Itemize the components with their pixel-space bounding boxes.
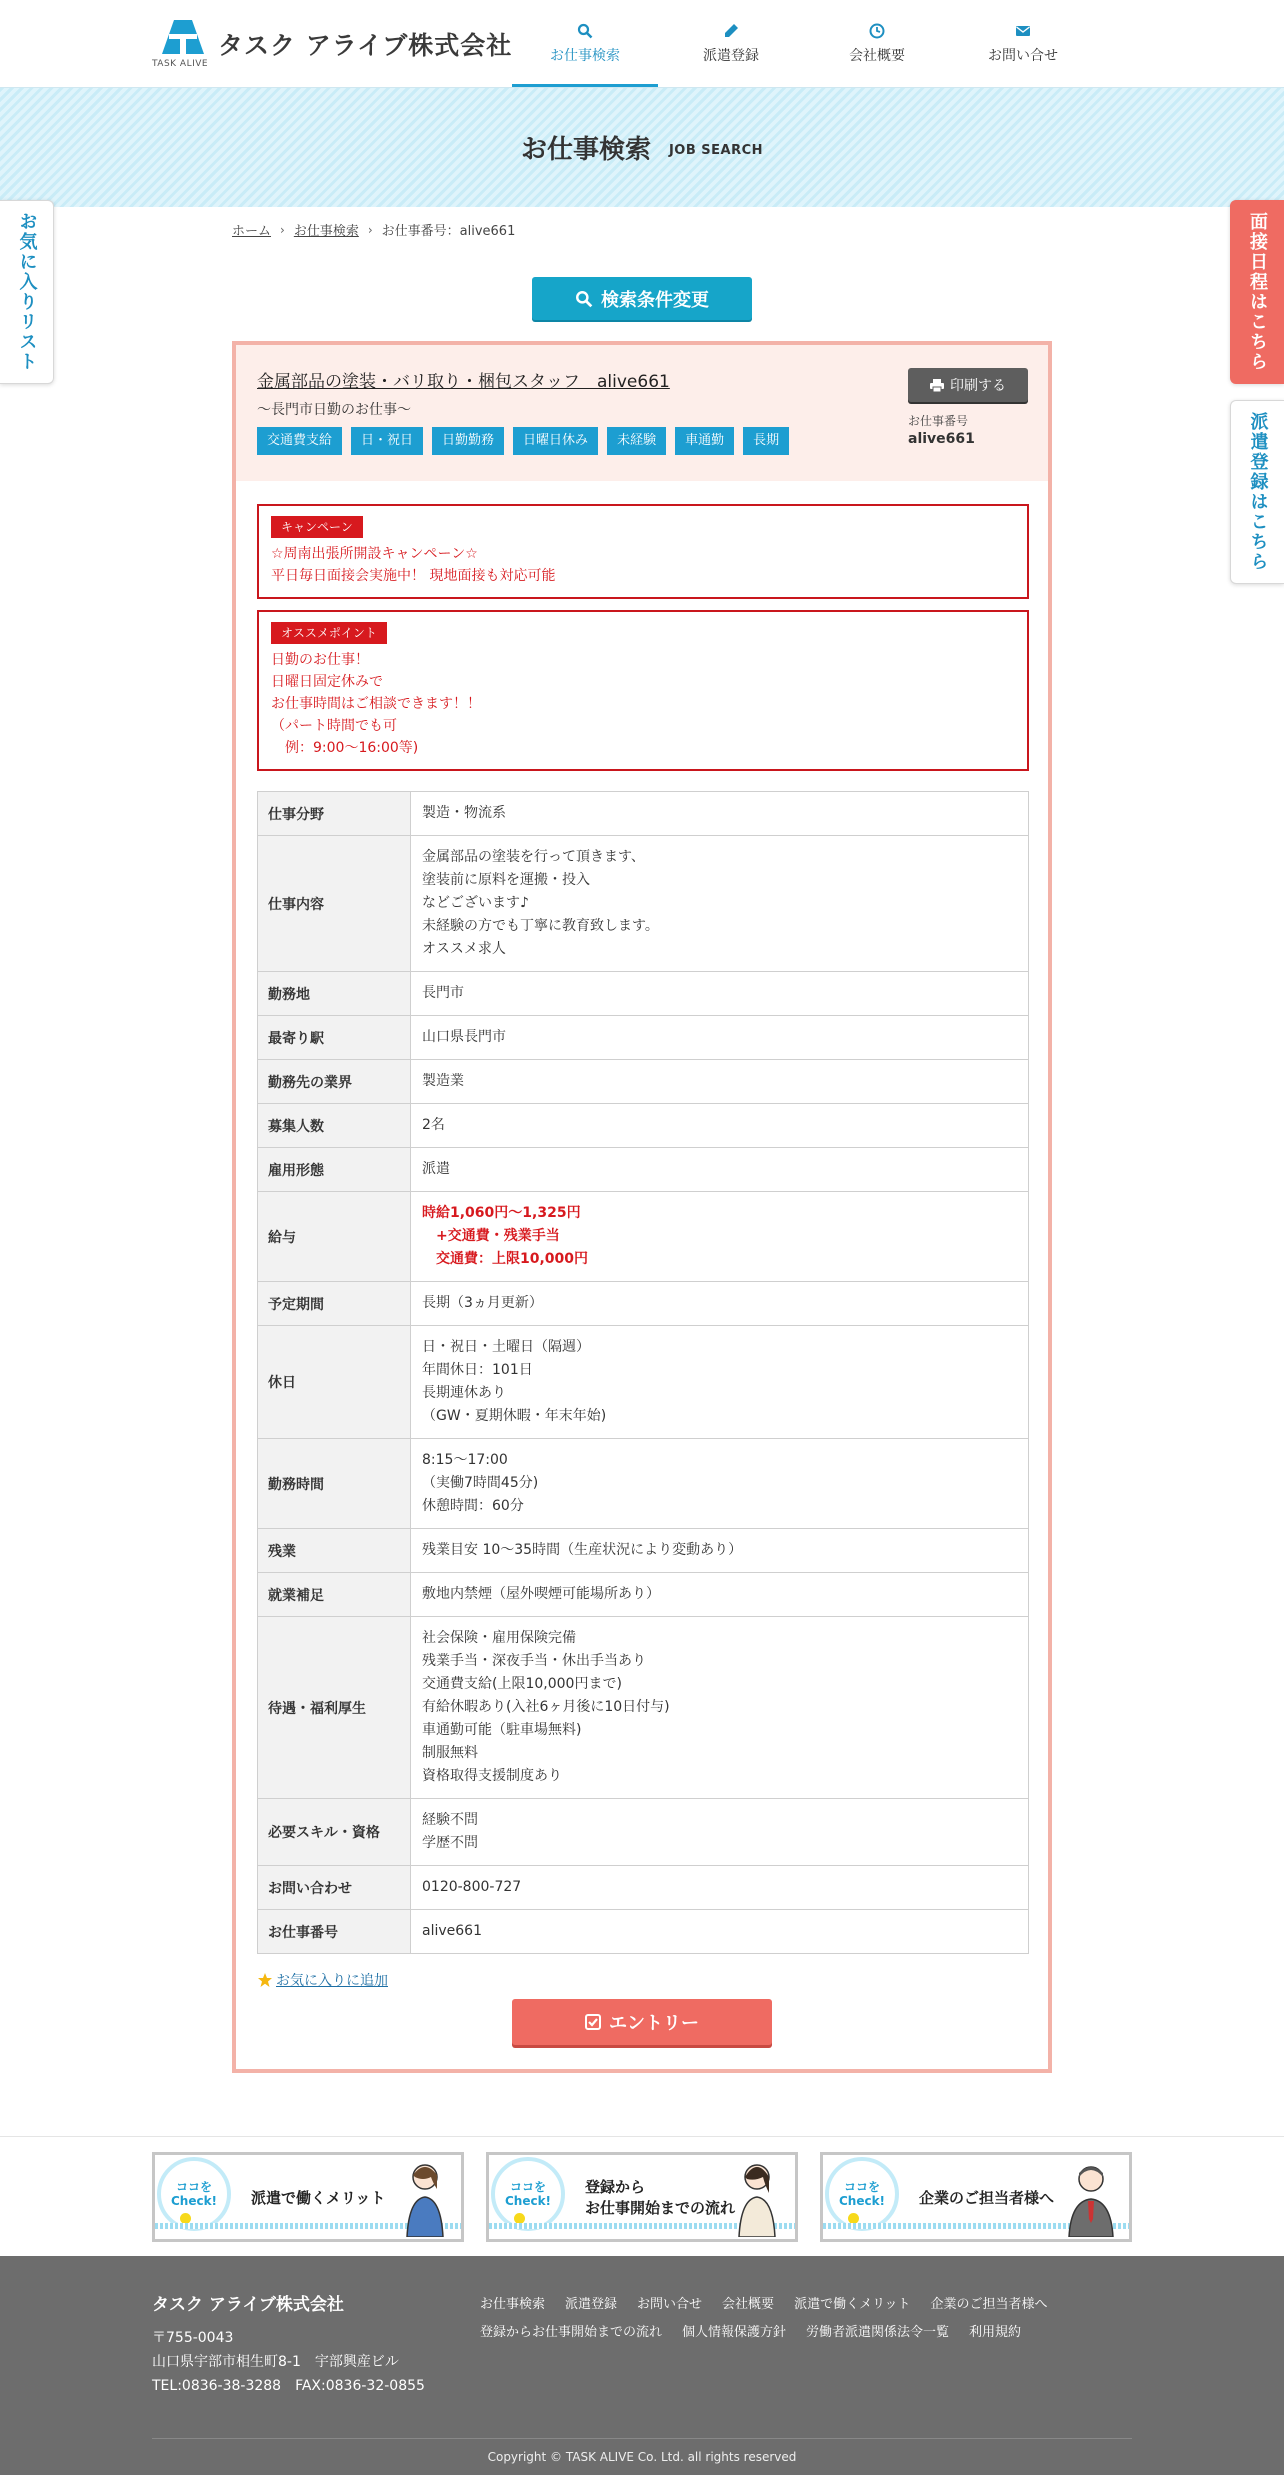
interview-schedule-tab[interactable] <box>1230 200 1284 384</box>
logo-sub: TASK ALIVE <box>152 59 209 69</box>
row-value: 敷地内禁煙（屋外喫煙可能場所あり） <box>411 1573 1029 1617</box>
row-label: 勤務時間 <box>258 1439 411 1529</box>
banner-merit[interactable] <box>152 2152 464 2242</box>
site-logo[interactable] <box>152 18 513 70</box>
footer-link[interactable]: 利用規約 <box>969 2325 1022 2340</box>
site-footer <box>0 2256 1284 2475</box>
chevron-right-icon: › <box>280 222 285 237</box>
banner-flow[interactable] <box>486 2152 798 2242</box>
campaign-line: 平日毎日面接会実施中！ 現地面接も対応可能 <box>271 568 556 584</box>
row-value: 金属部品の塗装を行って頂きます、 塗装前に原料を運搬・投入 などございます♪ 未経験の方でも丁寧に教育致します。 オススメ求人 <box>411 836 1029 972</box>
search-icon <box>577 23 593 39</box>
recommend-line: 日勤のお仕事！ <box>271 652 369 668</box>
recommend-line: 例：9:00～16:00等) <box>271 740 419 756</box>
footer-link[interactable]: 労働者派遣関係法令一覧 <box>806 2325 950 2340</box>
mail-icon <box>1015 23 1031 39</box>
table-row <box>258 1326 1029 1439</box>
recommend-box <box>257 610 1029 771</box>
star-icon <box>257 1972 273 1988</box>
job-detail-table <box>257 791 1029 1954</box>
row-label: 仕事内容 <box>258 836 411 972</box>
footer-links <box>480 2291 1100 2347</box>
job-number-label: お仕事番号 <box>908 414 969 428</box>
row-label: 勤務先の業界 <box>258 1060 411 1104</box>
row-value: 長門市 <box>411 972 1029 1016</box>
job-number-value: alive661 <box>908 431 975 447</box>
print-label: 印刷する <box>950 378 1006 394</box>
footer-postal: 〒755-0043 <box>152 2330 234 2346</box>
printer-icon <box>930 379 944 392</box>
row-label: 雇用形態 <box>258 1148 411 1192</box>
row-value: 2名 <box>411 1104 1029 1148</box>
nav-label: 会社概要 <box>849 47 905 64</box>
job-tag: 車通勤 <box>675 427 734 455</box>
row-label: 給与 <box>258 1192 411 1282</box>
table-row <box>258 1617 1029 1799</box>
job-tags <box>257 427 789 455</box>
row-value: 8:15～17:00 （実働7時間45分) 休憩時間：60分 <box>411 1439 1029 1529</box>
row-value: 日・祝日・土曜日（隔週） 年間休日：101日 長期連休あり （GW・夏期休暇・年末年始) <box>411 1326 1029 1439</box>
table-row <box>258 1104 1029 1148</box>
row-label: 仕事分野 <box>258 792 411 836</box>
table-row <box>258 792 1029 836</box>
row-label: 就業補足 <box>258 1573 411 1617</box>
job-tag: 未経験 <box>607 427 666 455</box>
nav-item-register[interactable] <box>658 0 804 87</box>
banner-text: 企業のご担当者様へ <box>919 2189 1055 2207</box>
table-row <box>258 1060 1029 1104</box>
row-value: alive661 <box>411 1910 1029 1954</box>
change-search-button[interactable] <box>532 277 752 320</box>
row-value: 派遣 <box>411 1148 1029 1192</box>
check-badge: ココを Check! <box>157 2157 231 2231</box>
staff-woman-illustration-icon <box>395 2159 451 2237</box>
footer-street: 山口県宇部市相生町8-1 宇部興産ビル <box>152 2354 399 2370</box>
row-label: 残業 <box>258 1529 411 1573</box>
breadcrumb <box>232 220 515 239</box>
favorites-list-tab[interactable] <box>0 200 54 384</box>
breadcrumb-search-link[interactable]: お仕事検索 <box>293 224 359 239</box>
row-label: 必要スキル・資格 <box>258 1799 411 1866</box>
footer-link[interactable]: 企業のご担当者様へ <box>930 2297 1048 2312</box>
entry-label: エントリー <box>609 2013 699 2034</box>
page-subtitle: JOB SEARCH <box>668 143 764 158</box>
row-label: 予定期間 <box>258 1282 411 1326</box>
staff-woman-illustration-icon <box>729 2159 785 2237</box>
row-value: 0120-800-727 <box>411 1866 1029 1910</box>
footer-link[interactable]: お仕事検索 <box>480 2297 546 2312</box>
add-favorite-link[interactable] <box>257 1970 388 1990</box>
table-row <box>258 1799 1029 1866</box>
row-label: 勤務地 <box>258 972 411 1016</box>
page-title: お仕事検索 <box>520 135 651 165</box>
add-favorite-label: お気に入りに追加 <box>276 1973 388 1989</box>
change-search-label: 検索条件変更 <box>601 289 709 311</box>
job-header <box>236 345 1048 481</box>
favorites-list-label: お気に入りリスト <box>16 212 38 372</box>
job-detail-card <box>232 341 1052 2073</box>
recommend-line: お仕事時間はご相談できます！！ <box>271 696 481 712</box>
row-value: 経験不問 学歴不問 <box>411 1799 1029 1866</box>
nav-item-job-search[interactable] <box>512 0 658 87</box>
check-square-icon <box>585 2014 601 2030</box>
campaign-line: ☆周南出張所開設キャンペーン☆ <box>271 546 478 562</box>
footer-link[interactable]: 派遣で働くメリット <box>794 2297 911 2312</box>
job-tag: 交通費支給 <box>257 427 342 455</box>
row-label: 休日 <box>258 1326 411 1439</box>
print-button[interactable] <box>908 368 1028 402</box>
table-row <box>258 1439 1029 1529</box>
banner-text: 派遣で働くメリット <box>251 2189 386 2207</box>
row-label: 募集人数 <box>258 1104 411 1148</box>
banner-business[interactable] <box>820 2152 1132 2242</box>
footer-company-name: タスク アライブ株式会社 <box>152 2295 344 2315</box>
row-value: 時給1,060円～1,325円 +交通費・残業手当 交通費：上限10,000円 <box>411 1192 1029 1282</box>
businessman-illustration-icon <box>1063 2159 1119 2237</box>
row-value: 残業目安 10～35時間（生産状況により変動あり） <box>411 1529 1029 1573</box>
breadcrumb-home-link[interactable]: ホーム <box>232 224 272 239</box>
job-title: 金属部品の塗装・バリ取り・梱包スタッフ alive661 <box>257 372 670 392</box>
dispatch-register-tab[interactable] <box>1230 400 1284 584</box>
job-tag: 長期 <box>743 427 789 455</box>
table-row <box>258 1148 1029 1192</box>
check-badge: ココを Check! <box>491 2157 565 2231</box>
dispatch-register-label: 派遣登録はこちら <box>1247 412 1269 572</box>
row-value: 長期（3ヵ月更新） <box>411 1282 1029 1326</box>
banner-text: 登録から お仕事開始までの流れ <box>585 2178 736 2217</box>
nav-item-contact[interactable] <box>950 0 1096 87</box>
table-row <box>258 972 1029 1016</box>
table-row <box>258 836 1029 972</box>
footer-link[interactable]: 派遣登録 <box>565 2297 618 2312</box>
row-label: 待遇・福利厚生 <box>258 1617 411 1799</box>
footer-link[interactable]: 個人情報保護方針 <box>682 2325 787 2340</box>
table-row <box>258 1910 1029 1954</box>
job-lead: ～長門市日勤のお仕事～ <box>257 402 411 418</box>
row-label: お問い合わせ <box>258 1866 411 1910</box>
entry-button[interactable] <box>512 1999 772 2045</box>
job-tag: 日・祝日 <box>351 427 423 455</box>
recommend-badge: オススメポイント <box>271 622 387 644</box>
campaign-box <box>257 504 1029 599</box>
nav-label: お問い合せ <box>988 47 1058 64</box>
row-value: 製造業 <box>411 1060 1029 1104</box>
footer-link[interactable]: お問い合せ <box>637 2297 703 2312</box>
banner-row <box>0 2136 1284 2256</box>
table-row <box>258 1282 1029 1326</box>
footer-link[interactable]: 会社概要 <box>722 2297 775 2312</box>
breadcrumb-current: お仕事番号：alive661 <box>381 224 516 239</box>
site-header <box>0 0 1284 87</box>
job-tag: 日勤勤務 <box>432 427 504 455</box>
row-label: 最寄り駅 <box>258 1016 411 1060</box>
chevron-right-icon: › <box>367 222 373 237</box>
row-value: 山口県長門市 <box>411 1016 1029 1060</box>
clock-icon <box>869 23 885 39</box>
table-row <box>258 1866 1029 1910</box>
pencil-icon <box>723 23 739 39</box>
search-icon <box>575 290 593 308</box>
check-badge: ココを Check! <box>825 2157 899 2231</box>
nav-item-company[interactable] <box>804 0 950 87</box>
footer-address <box>152 2326 425 2398</box>
table-row <box>258 1016 1029 1060</box>
logo-text: タスク アライブ株式会社 <box>218 31 513 60</box>
footer-tel: TEL:0836-38-3288 FAX:0836-32-0855 <box>152 2378 425 2394</box>
campaign-badge: キャンペーン <box>271 516 363 538</box>
table-row <box>258 1573 1029 1617</box>
footer-link[interactable]: 登録からお仕事開始までの流れ <box>480 2325 663 2340</box>
copyright: Copyright © TASK ALIVE Co. Ltd. all rights reserved <box>487 2450 797 2464</box>
row-value: 社会保険・雇用保険完備 残業手当・深夜手当・休出手当あり 交通費支給(上限10,000円まで) 有給休暇あり(入社6ヶ月後に10日付与) 車通勤可能（駐車場無料) 制服無料 資格取得支援制度あり <box>411 1617 1029 1799</box>
table-row <box>258 1192 1029 1282</box>
main-nav <box>512 0 1096 87</box>
row-value: 製造・物流系 <box>411 792 1029 836</box>
nav-label: 派遣登録 <box>703 47 759 64</box>
interview-schedule-label: 面接日程はこちら <box>1247 212 1268 372</box>
job-tag: 日曜日休み <box>513 427 598 455</box>
row-label: お仕事番号 <box>258 1910 411 1954</box>
recommend-line: （パート時間でも可 <box>271 718 397 734</box>
table-row <box>258 1529 1029 1573</box>
nav-label: お仕事検索 <box>550 47 620 64</box>
recommend-line: 日曜日固定休みで <box>271 674 383 690</box>
page-hero <box>0 87 1284 207</box>
